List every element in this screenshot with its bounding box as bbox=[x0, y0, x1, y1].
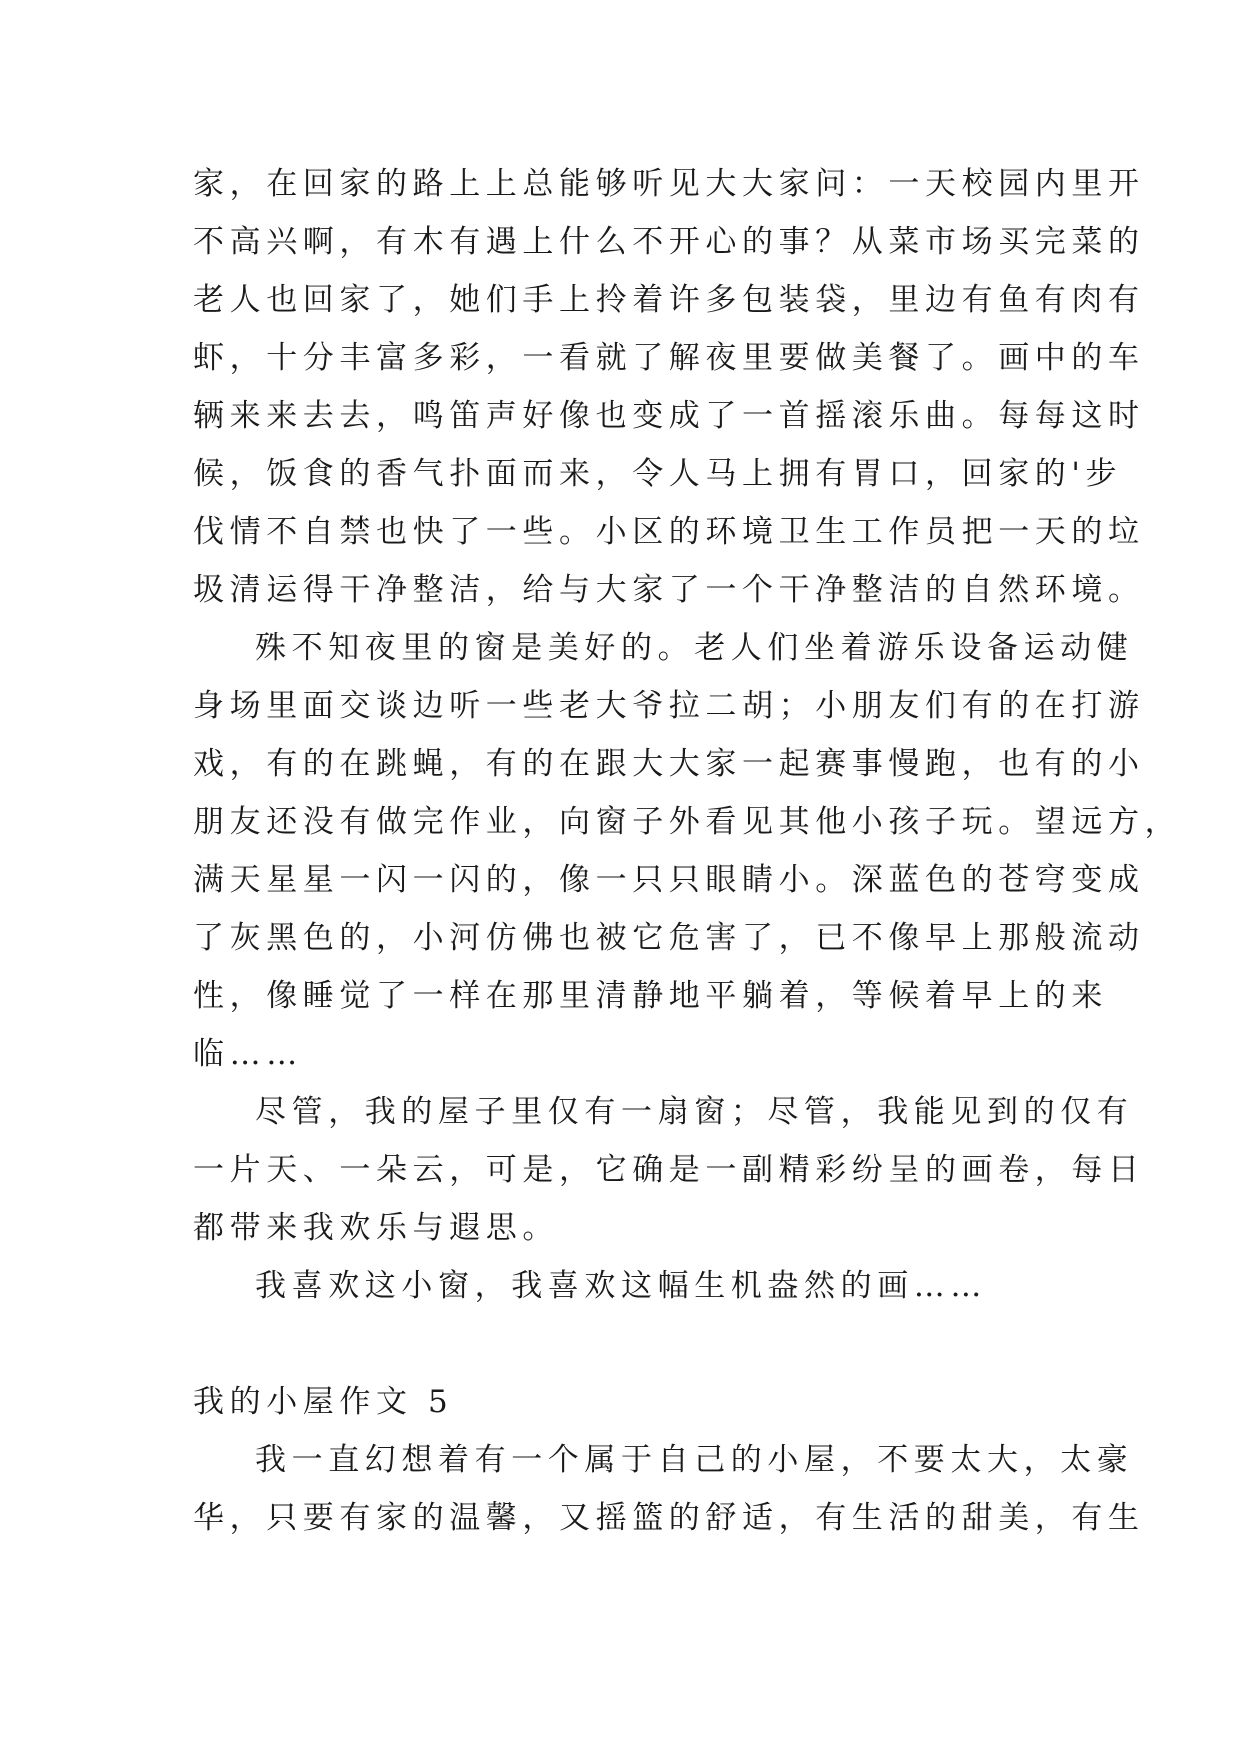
text-line: 老人也回家了，她们手上拎着许多包装袋，里边有鱼有肉有 bbox=[193, 282, 1145, 318]
text-line: 戏，有的在跳蝇，有的在跟大大家一起赛事慢跑，也有的小 bbox=[193, 746, 1145, 782]
text-line: 临…… bbox=[193, 1036, 303, 1072]
text-line: 都带来我欢乐与遐思。 bbox=[193, 1210, 559, 1246]
text-line: 伐情不自禁也快了一些。小区的环境卫生工作员把一天的垃 bbox=[193, 514, 1145, 550]
paragraph-first-line: 我喜欢这小窗，我喜欢这幅生机盎然的画…… bbox=[255, 1268, 987, 1304]
text-line: 辆来来去去，鸣笛声好像也变成了一首摇滚乐曲。每每这时 bbox=[193, 398, 1145, 434]
paragraph-first-line: 尽管，我的屋子里仅有一扇窗；尽管，我能见到的仅有 bbox=[255, 1094, 1134, 1130]
text-line: 朋友还没有做完作业，向窗子外看见其他小孩子玩。望远方， bbox=[193, 804, 1182, 840]
section-heading: 我的小屋作文 5 bbox=[193, 1384, 454, 1420]
text-line: 虾，十分丰富多彩，一看就了解夜里要做美餐了。画中的车 bbox=[193, 340, 1145, 376]
text-line: 圾清运得干净整洁，给与大家了一个干净整洁的自然环境。 bbox=[193, 572, 1145, 608]
paragraph-first-line: 殊不知夜里的窗是美好的。老人们坐着游乐设备运动健 bbox=[255, 630, 1134, 666]
text-line: 不高兴啊，有木有遇上什么不开心的事？从菜市场买完菜的 bbox=[193, 224, 1145, 260]
text-line: 身场里面交谈边听一些老大爷拉二胡；小朋友们有的在打游 bbox=[193, 688, 1145, 724]
text-line: 了灰黑色的，小河仿佛也被它危害了，已不像早上那般流动 bbox=[193, 920, 1145, 956]
text-line: 一片天、一朵云，可是，它确是一副精彩纷呈的画卷，每日 bbox=[193, 1152, 1145, 1188]
text-line: 性，像睡觉了一样在那里清静地平躺着，等候着早上的来 bbox=[193, 978, 1108, 1014]
paragraph-first-line: 我一直幻想着有一个属于自己的小屋，不要太大，太豪 bbox=[255, 1442, 1134, 1478]
text-line: 满天星星一闪一闪的，像一只只眼睛小。深蓝色的苍穹变成 bbox=[193, 862, 1145, 898]
text-line: 候，饭食的香气扑面而来，令人马上拥有胃口，回家的'步 bbox=[193, 456, 1123, 492]
text-line: 家，在回家的路上上总能够听见大大家问：一天校园内里开 bbox=[193, 166, 1145, 202]
text-line: 华，只要有家的温馨，又摇篮的舒适，有生活的甜美，有生 bbox=[193, 1500, 1145, 1536]
